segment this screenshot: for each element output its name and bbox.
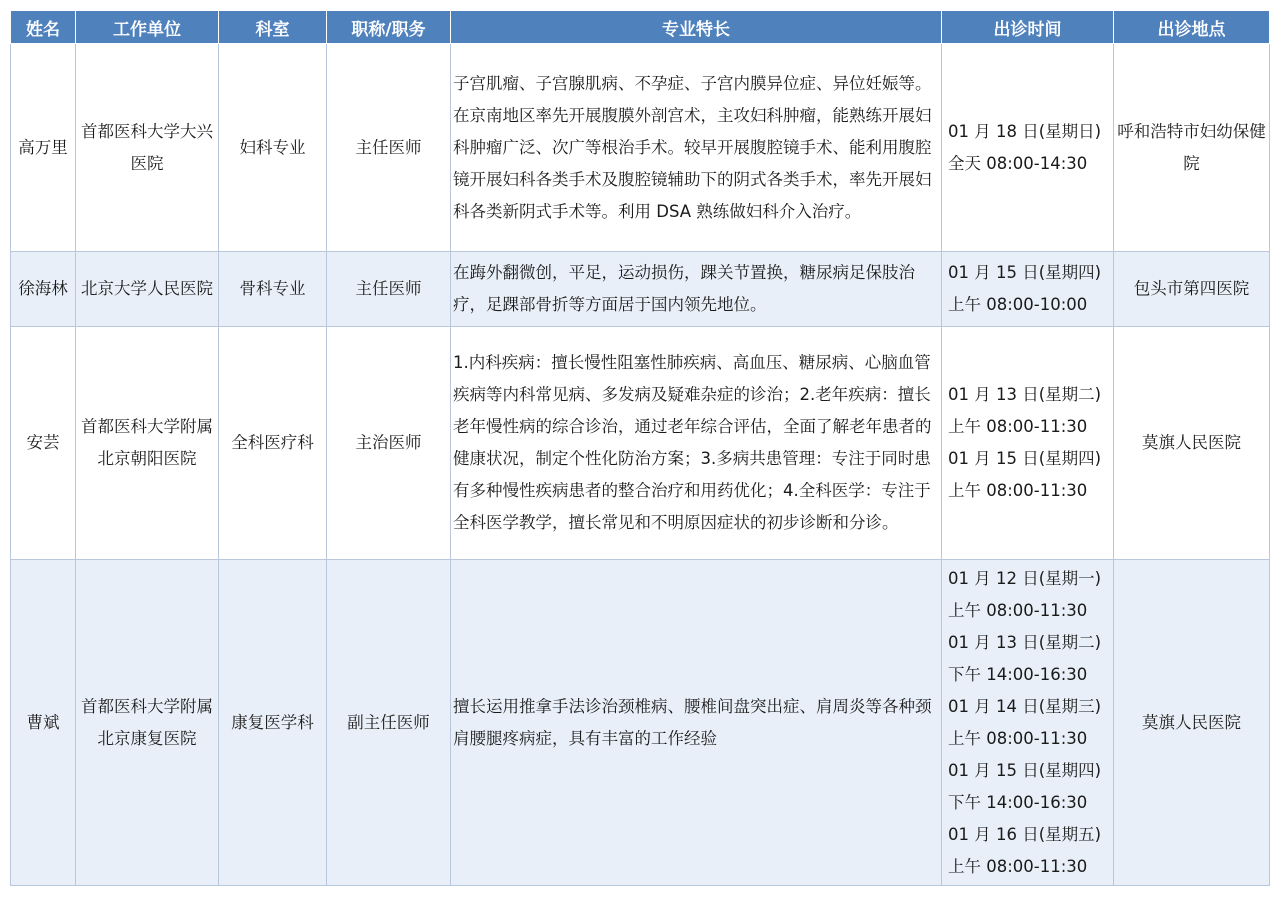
cell-dept: 妇科专业: [219, 44, 327, 252]
schedule-time: 全天 08:00-14:30: [948, 153, 1088, 173]
cell-specialty: 在踇外翻微创，平足，运动损伤，踝关节置换，糖尿病足保肢治疗，足踝部骨折等方面居于国内领先地位。: [451, 252, 942, 327]
cell-title: 主任医师: [327, 44, 451, 252]
cell-unit: 北京大学人民医院: [76, 252, 219, 327]
schedule-date: 01 月 13 日(星期二): [948, 385, 1102, 404]
table-row: [11, 44, 1270, 252]
schedule-time: 上午 08:00-11:30: [948, 417, 1088, 436]
header-dept: 科室: [219, 11, 327, 44]
header-name: 姓名: [11, 11, 76, 44]
doctor-schedule-table: [10, 10, 1270, 886]
header-schedule: 出诊时间: [942, 11, 1114, 44]
cell-name: 安芸: [11, 327, 76, 560]
cell-schedule: [942, 327, 1114, 560]
cell-unit: 首都医科大学附属北京康复医院: [76, 560, 219, 886]
header-title: 职称/职务: [327, 11, 451, 44]
cell-dept: 骨科专业: [219, 252, 327, 327]
schedule-date: 01 月 16 日(星期五): [948, 824, 1102, 844]
schedule-date: 01 月 18 日(星期日): [948, 121, 1102, 141]
header-unit: 工作单位: [76, 11, 219, 44]
schedule-date: 01 月 12 日(星期一): [948, 568, 1102, 588]
cell-schedule: [942, 44, 1114, 252]
cell-name: 徐海林: [11, 252, 76, 327]
schedule-time: 下午 14:00-16:30: [948, 664, 1088, 684]
schedule-time: 上午 08:00-11:30: [948, 600, 1088, 620]
schedule-time: 上午 08:00-11:30: [948, 728, 1088, 748]
cell-location: 莫旗人民医院: [1114, 560, 1270, 886]
schedule-time: 上午 08:00-11:30: [948, 481, 1088, 500]
schedule-date: 01 月 13 日(星期二): [948, 632, 1102, 652]
cell-name: 高万里: [11, 44, 76, 252]
table-row: [11, 327, 1270, 560]
cell-schedule: [942, 252, 1114, 327]
cell-unit: 首都医科大学大兴医院: [76, 44, 219, 252]
cell-title: 主任医师: [327, 252, 451, 327]
schedule-date: 01 月 15 日(星期四): [948, 760, 1102, 780]
cell-dept: 康复医学科: [219, 560, 327, 886]
cell-name: 曹斌: [11, 560, 76, 886]
cell-location: 包头市第四医院: [1114, 252, 1270, 327]
schedule-date: 01 月 15 日(星期四): [948, 449, 1102, 468]
table-row: [11, 560, 1270, 886]
cell-location: 莫旗人民医院: [1114, 327, 1270, 560]
schedule-date: 01 月 14 日(星期三): [948, 696, 1102, 716]
schedule-time: 上午 08:00-11:30: [948, 856, 1088, 876]
cell-specialty: 擅长运用推拿手法诊治颈椎病、腰椎间盘突出症、肩周炎等各种颈肩腰腿疼病症，具有丰富的工作经验: [451, 560, 942, 886]
header-location: 出诊地点: [1114, 11, 1270, 44]
doctor-schedule-sheet: [10, 10, 1269, 886]
cell-title: 主治医师: [327, 327, 451, 560]
header-specialty: 专业特长: [451, 11, 942, 44]
cell-title: 副主任医师: [327, 560, 451, 886]
schedule-date: 01 月 15 日(星期四): [948, 263, 1102, 282]
cell-unit: 首都医科大学附属北京朝阳医院: [76, 327, 219, 560]
header-row: [11, 11, 1270, 44]
cell-specialty: 1.内科疾病：擅长慢性阻塞性肺疾病、高血压、糖尿病、心脑血管疾病等内科常见病、多发病及疑难杂症的诊治；2.老年疾病：擅长老年慢性病的综合诊治，通过老年综合评估，全面了解老年患者的健康状况，制定个性化防治方案；3.多病共患管理：专注于同时患有多种慢性疾病患者的整合治疗和用药优化；4.全科医学：专注于全科医学教学，擅长常见和不明原因症状的初步诊断和分诊。: [451, 327, 942, 560]
cell-specialty: 子宫肌瘤、子宫腺肌病、不孕症、子宫内膜异位症、异位妊娠等。在京南地区率先开展腹膜外剖宫术，主攻妇科肿瘤，能熟练开展妇科肿瘤广泛、次广等根治手术。较早开展腹腔镜手术、能利用腹腔镜开展妇科各类手术及腹腔镜辅助下的阴式各类手术，率先开展妇科各类新阴式手术等。利用 DSA 熟练做妇科介入治疗。: [451, 44, 942, 252]
cell-schedule: [942, 560, 1114, 886]
cell-dept: 全科医疗科: [219, 327, 327, 560]
cell-location: 呼和浩特市妇幼保健院: [1114, 44, 1270, 252]
schedule-time: 上午 08:00-10:00: [948, 295, 1088, 314]
schedule-time: 下午 14:00-16:30: [948, 792, 1088, 812]
table-row: [11, 252, 1270, 327]
